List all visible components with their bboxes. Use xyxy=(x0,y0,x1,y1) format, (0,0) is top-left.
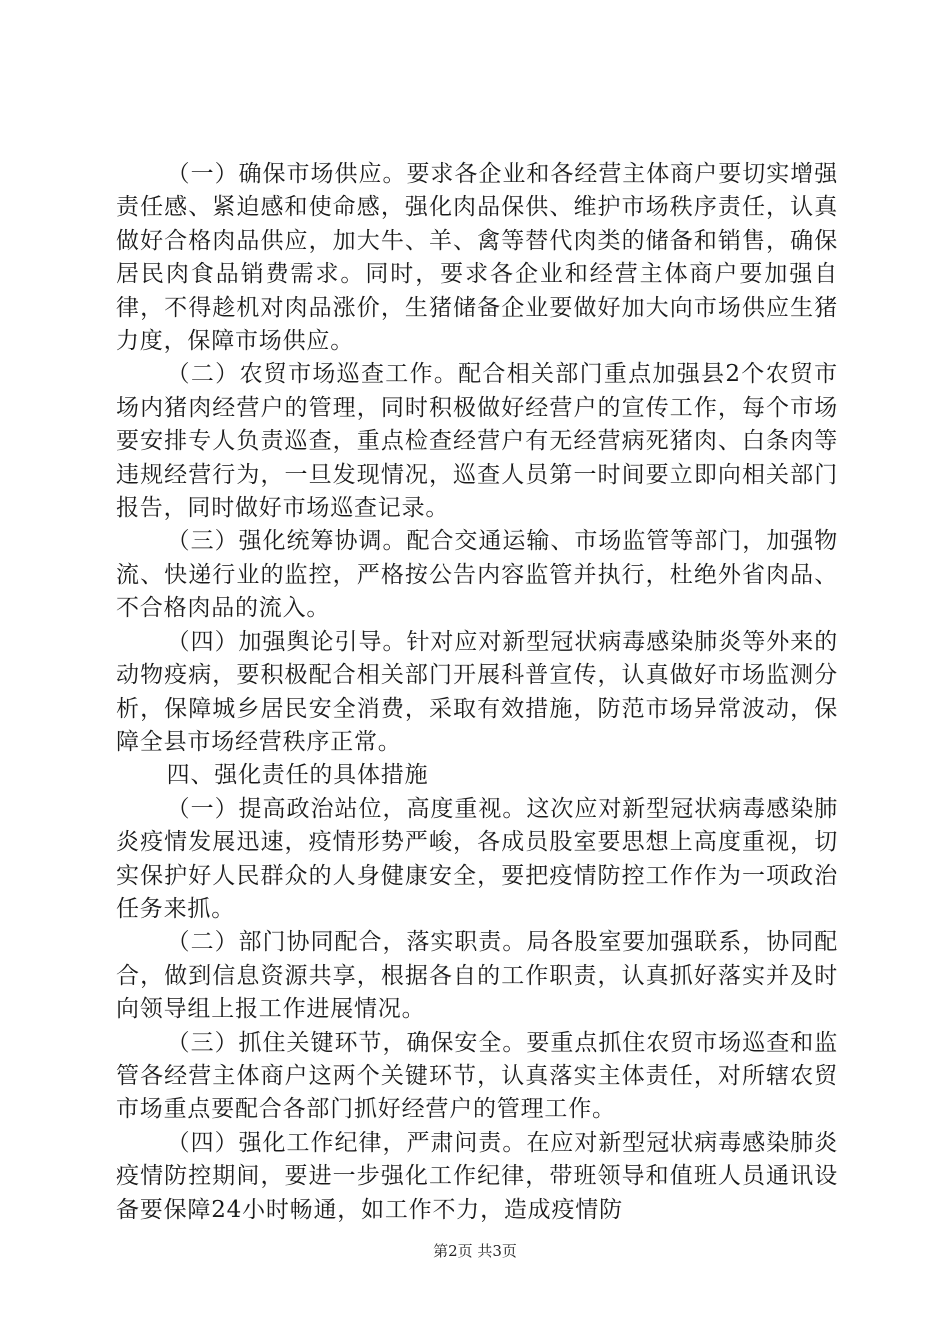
paragraph-6: （二）部门协同配合，落实职责。局各股室要加强联系，协同配合，做到信息资源共享，根据各自的工作职责，认真抓好落实并及时向领导组上报工作进展情况。 xyxy=(116,929,838,1023)
paragraph-7: （三）抓住关键环节，确保安全。要重点抓住农贸市场巡查和监管各经营主体商户这两个关键环节，认真落实主体责任，对所辖农贸市场重点要配合各部门抓好经营户的管理工作。 xyxy=(116,1029,838,1123)
section-heading: 四、强化责任的具体措施 xyxy=(166,762,429,789)
document-body xyxy=(116,158,838,1227)
paragraph-2: （二）农贸市场巡查工作。配合相关部门重点加强县2个农贸市场内猪肉经营户的管理，同时积极做好经营户的宣传工作，每个市场要安排专人负责巡查，重点检查经营户有无经营病死猪肉、白条肉等违规经营行为，一旦发现情况，巡查人员第一时间要立即向相关部门报告，同时做好市场巡查记录。 xyxy=(116,361,838,522)
page-footer: 第2页 共3页 xyxy=(433,1242,517,1260)
paragraph-3: （三）强化统筹协调。配合交通运输、市场监管等部门，加强物流、快递行业的监控，严格按公告内容监管并执行，杜绝外省肉品、不合格肉品的流入。 xyxy=(116,528,838,622)
paragraph-8: （四）强化工作纪律，严肃问责。在应对新型冠状病毒感染肺炎疫情防控期间，要进一步强化工作纪律，带班领导和值班人员通讯设备要保障24小时畅通，如工作不力，造成疫情防 xyxy=(116,1129,838,1223)
paragraph-5: （一）提高政治站位，高度重视。这次应对新型冠状病毒感染肺炎疫情发展迅速，疫情形势严峻，各成员股室要思想上高度重视，切实保护好人民群众的人身健康安全，要把疫情防控工作作为一项政治任务来抓。 xyxy=(116,795,838,922)
paragraph-4: （四）加强舆论引导。针对应对新型冠状病毒感染肺炎等外来的动物疫病，要积极配合相关部门开展科普宣传，认真做好市场监测分析，保障城乡居民安全消费，采取有效措施，防范市场异常波动，保障全县市场经营秩序正常。 xyxy=(116,628,838,755)
paragraph-1: （一）确保市场供应。要求各企业和各经营主体商户要切实增强责任感、紧迫感和使命感，强化肉品保供、维护市场秩序责任，认真做好合格肉品供应，加大牛、羊、禽等替代肉类的储备和销售，确保居民肉食品销费需求。同时，要求各企业和经营主体商户要加强自律，不得趁机对肉品涨价，生猪储备企业要做好加大向市场供应生猪力度，保障市场供应。 xyxy=(116,161,838,355)
